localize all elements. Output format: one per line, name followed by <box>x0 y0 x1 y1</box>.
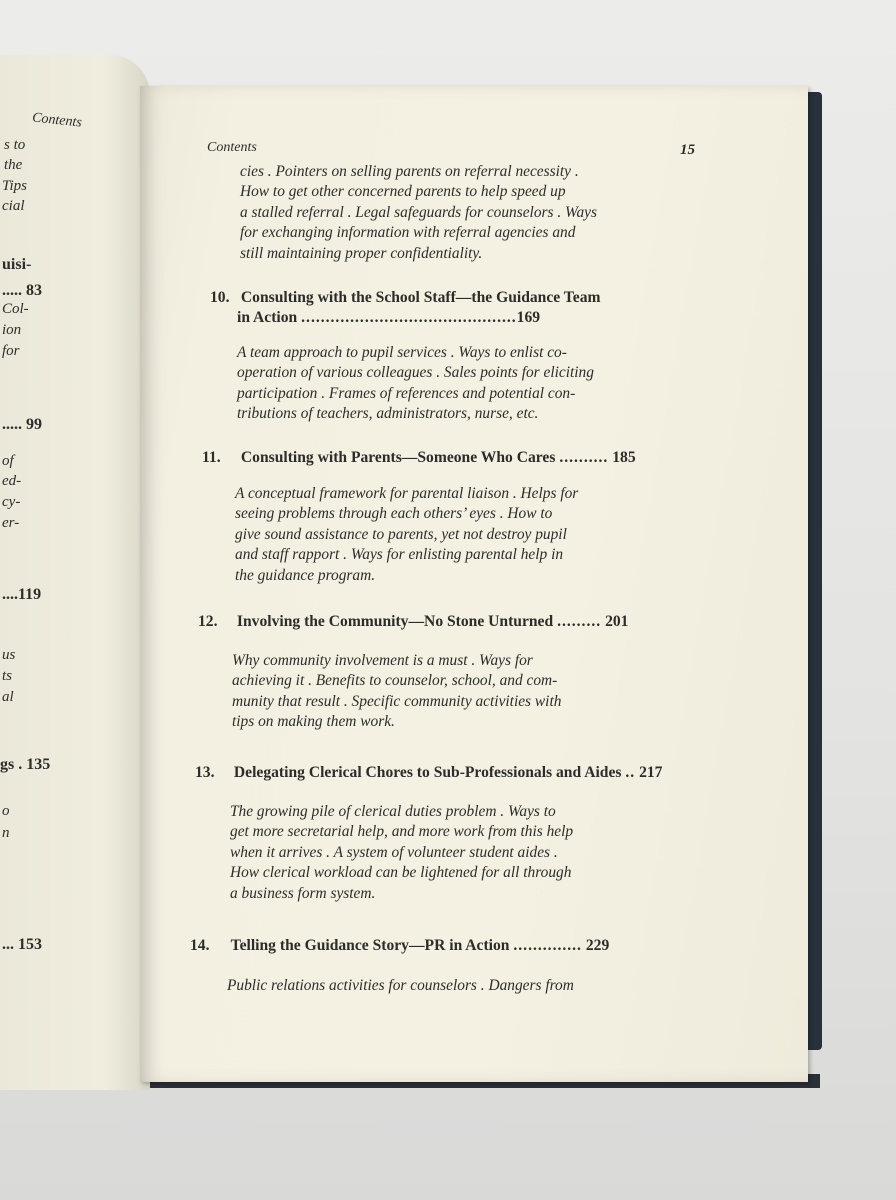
left-fragment: s to <box>4 137 26 153</box>
left-fragment: ....119 <box>2 586 42 603</box>
chapter-title: Consulting with the School Staff—the Guidance Team <box>240 289 601 306</box>
chapter-page-number: 217 <box>639 764 663 781</box>
description-line: still maintaining proper confidentiality. <box>240 244 483 262</box>
description-line: The growing pile of clerical duties problem . Ways to <box>230 803 556 820</box>
chapter-title: Delegating Clerical Chores to Sub-Professionals and Aides <box>233 764 622 781</box>
chapter-title: Consulting with Parents—Someone Who Cares <box>240 449 556 466</box>
description-line: when it arrives . A system of volunteer student aides . <box>230 843 558 861</box>
description-line: cies . Pointers on selling parents on referral necessity . <box>240 163 579 180</box>
left-fragment: of <box>2 453 14 469</box>
description-line: A team approach to pupil services . Ways to enlist co- <box>237 344 567 361</box>
left-fragment: o <box>2 803 10 819</box>
page-number: 15 <box>680 142 695 158</box>
left-fragment: ed- <box>2 473 22 489</box>
toc-entry-13[interactable] <box>195 763 662 783</box>
chapter-description <box>232 651 642 733</box>
left-fragment: ..... 83 <box>2 282 42 299</box>
chapter-title: Telling the Guidance Story—PR in Action <box>230 937 510 954</box>
toc-entry-11[interactable] <box>202 448 636 468</box>
description-line: seeing problems through each others’ eyes . How to <box>235 505 553 523</box>
description-line: A conceptual framework for parental liaison . Helps for <box>235 485 579 502</box>
dot-leader: .......... <box>559 449 609 466</box>
chapter-description <box>237 343 647 425</box>
left-fragment: the <box>4 157 23 173</box>
left-fragment: uisi- <box>2 256 32 273</box>
description-line: How to get other concerned parents to help speed up <box>240 183 566 201</box>
description-line: give sound assistance to parents, yet not destroy pupil <box>235 525 567 543</box>
left-fragment: al <box>2 689 14 705</box>
description-line: a business form system. <box>230 884 376 902</box>
description-line: tips on making them work. <box>232 713 395 731</box>
description-line: participation . Frames of references and potential con- <box>237 384 576 402</box>
toc-entry-12[interactable] <box>198 612 628 632</box>
toc-entry-10[interactable] <box>210 288 600 328</box>
description-line: and staff rapport . Ways for enlisting parental help in <box>235 546 564 564</box>
chapter-number: 13. <box>195 764 215 781</box>
dot-leader: ......... <box>557 613 602 630</box>
left-fragment: ts <box>2 668 13 684</box>
description-line: How clerical workload can be lightened for all through <box>230 864 572 882</box>
description-line: get more secretarial help, and more work from this help <box>230 823 574 841</box>
description-line: for exchanging information with referral agencies and <box>240 224 576 242</box>
chapter-number: 10. <box>210 289 230 306</box>
left-fragment: Col- <box>2 301 29 317</box>
left-fragment: cial <box>2 198 25 214</box>
chapter-description <box>235 484 645 586</box>
chapter-page-number: 229 <box>585 937 610 954</box>
left-fragment: ... 153 <box>2 936 42 953</box>
chapter-title: Involving the Community—No Stone Unturned <box>236 613 554 630</box>
left-running-head: Contents <box>31 110 83 131</box>
right-page <box>140 86 808 1082</box>
description-line: achieving it . Benefits to counselor, school, and com- <box>232 672 558 690</box>
description-line: Why community involvement is a must . Ways for <box>232 652 533 669</box>
left-fragment: ..... 99 <box>2 416 42 433</box>
chapter-title-continued: in Action <box>237 309 298 326</box>
left-fragment: gs . 135 <box>0 756 51 773</box>
left-fragment: cy- <box>2 494 21 510</box>
continuation-description <box>240 162 650 264</box>
chapter-page-number: 201 <box>605 613 629 630</box>
description-line: the guidance program. <box>235 566 376 584</box>
chapter-description <box>230 802 640 904</box>
left-fragment: us <box>2 647 16 663</box>
description-line: munity that result . Specific community activities with <box>232 692 562 710</box>
chapter-page-number: 185 <box>612 449 636 466</box>
left-fragment: er- <box>2 515 20 531</box>
chapter-number: 11. <box>202 449 221 466</box>
chapter-number: 14. <box>190 937 210 954</box>
running-head: Contents <box>207 140 257 155</box>
toc-entry-14[interactable] <box>190 936 609 956</box>
description-line: operation of various colleagues . Sales points for eliciting <box>237 364 594 382</box>
dot-leader: ............................................ <box>301 309 517 326</box>
description-line: Public relations activities for counselors . Dangers from <box>227 977 574 994</box>
left-fragment: n <box>2 825 10 841</box>
dot-leader: .. <box>625 764 636 781</box>
chapter-number: 12. <box>198 613 218 630</box>
left-fragment: Tips <box>2 178 28 194</box>
description-line: tributions of teachers, administrators, nurse, etc. <box>237 405 539 423</box>
dot-leader: .............. <box>513 937 582 954</box>
description-line: a stalled referral . Legal safeguards for counselors . Ways <box>240 203 597 221</box>
left-fragment: for <box>2 343 20 359</box>
chapter-page-number: 169 <box>516 309 541 326</box>
left-page <box>0 55 150 1090</box>
chapter-description <box>227 976 637 996</box>
left-fragment: ion <box>2 322 22 338</box>
